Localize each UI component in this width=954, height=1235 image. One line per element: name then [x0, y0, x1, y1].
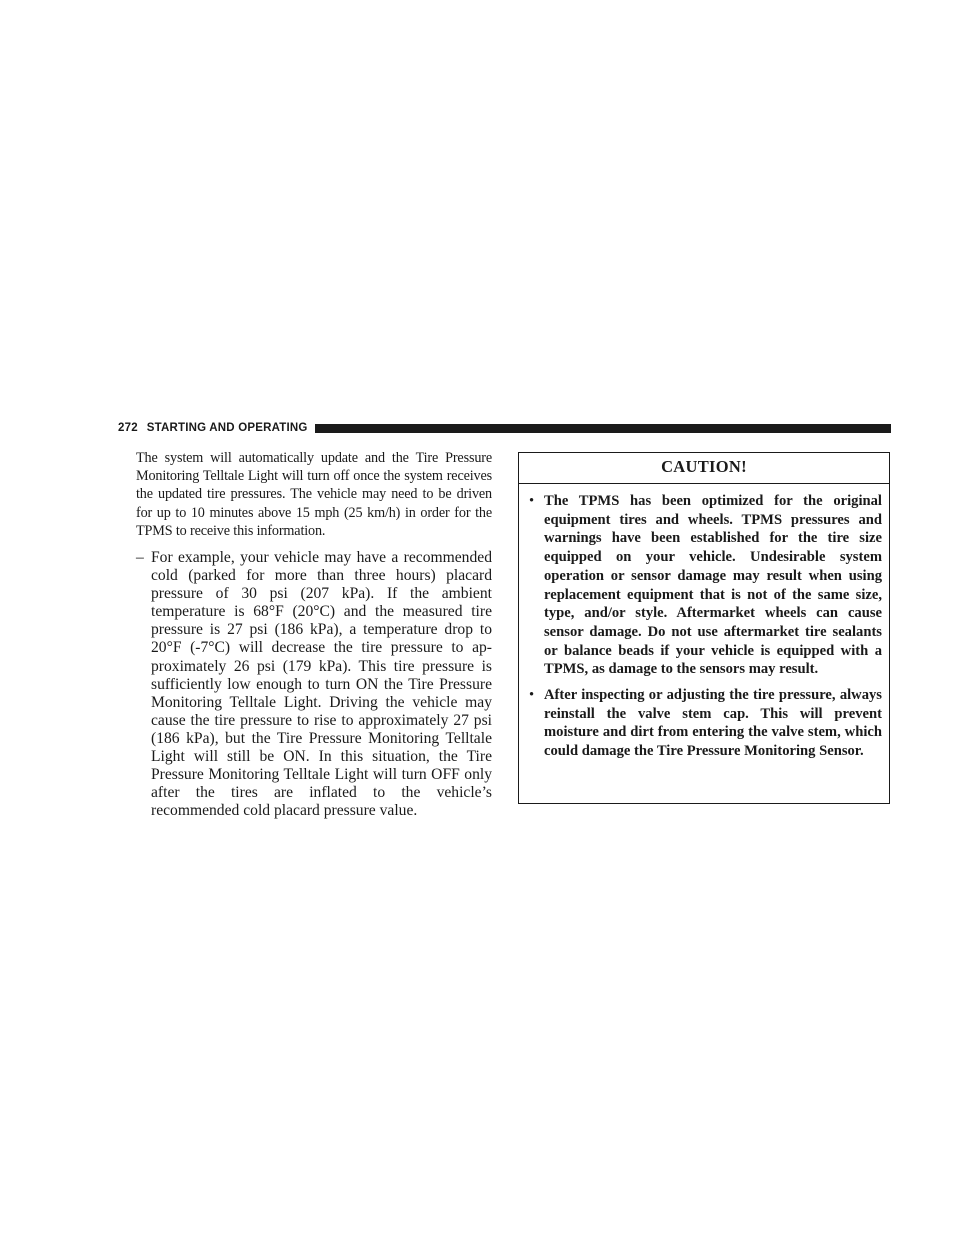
example-dash-item: [136, 549, 492, 820]
example-text: For example, your vehicle may have a recommended cold (parked for more than three hours) placard pressure of 30 psi (207 kPa). If the ambient temperature is 68°F (20°C) and the measured tire pressure is 27 psi (186 kPa), a temperature drop to 20°F (-7°C) will decrease the tire pressure to approximately 26 psi (179 kPa). This tire pressure is sufficiently low enough to turn ON the Tire Pressure Monitoring Telltale Light. Driving the vehicle may cause the tire pressure to rise to approximately 27 psi (186 kPa), but the Tire Pressure Monitoring Telltale Light will still be ON. In this situation, the Tire Pressure Monitoring Telltale Light will turn OFF only after the tires are inflated to the vehicle’s recommended cold placard pressure value.: [151, 549, 492, 820]
caution-list: [519, 484, 889, 761]
left-column: [136, 449, 492, 820]
caution-item: [519, 492, 882, 679]
header-rule-bar: [315, 424, 891, 433]
caution-item: [519, 686, 882, 761]
caution-item-text: After inspecting or adjusting the tire pressure, always reinstall the valve stem cap. This will prevent moisture and dirt from entering the valve stem, which could damage the Tire Pressure Monitoring Sensor.: [544, 687, 882, 760]
dash-marker: –: [136, 549, 144, 567]
section-title: STARTING AND OPERATING: [146, 422, 308, 434]
caution-box: [518, 452, 890, 804]
page-number: 272: [118, 422, 138, 434]
bullet-icon: •: [529, 687, 535, 704]
caution-title: CAUTION!: [519, 453, 889, 484]
intro-paragraph: The system will automatically update and the Tire Pressure Monitoring Telltale Light will turn off once the system receives the updated tire pressures. The vehicle may need to be driven for up to 10 minutes above 15 mph (25 km/h) in order for the TPMS to receive this information.: [136, 450, 492, 539]
bullet-icon: •: [529, 493, 535, 509]
page-header: [118, 420, 891, 436]
caution-item-text: The TPMS has been optimized for the original equipment tires and wheels. TPMS pressures and warnings have been established for the tire size equipped on your vehicle. Undesirable system operation or sensor damage may result when using replacement equipment that is not of the same size, type, and/or style. Aftermarket wheels can cause sensor damage. Do not use aftermarket tire sealants or balance beads if your vehicle is equipped with a TPMS, as damage to the sensors may result.: [544, 493, 882, 678]
